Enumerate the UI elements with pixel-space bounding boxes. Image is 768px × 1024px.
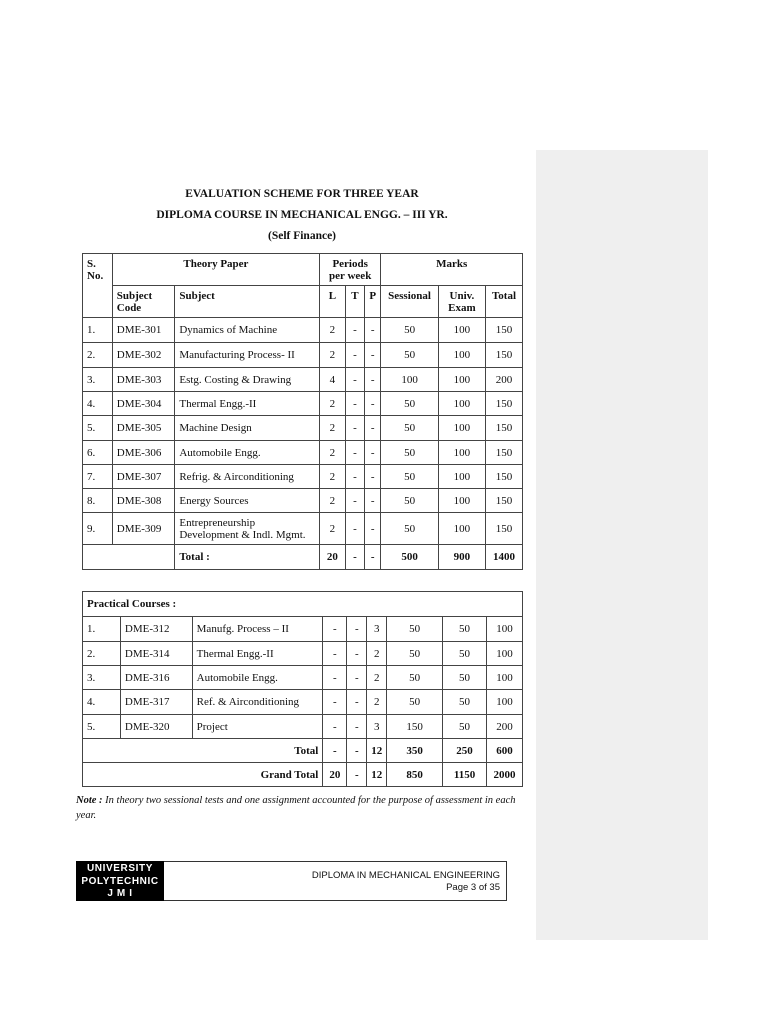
theory-cell-univ: 100 xyxy=(438,441,485,465)
theory-cell-total: 150 xyxy=(486,513,523,545)
theory-cell-l: 2 xyxy=(320,489,346,513)
theory-total-sessional: 500 xyxy=(381,545,438,570)
grand-total-l: 20 xyxy=(323,763,347,787)
theory-cell-l: 2 xyxy=(320,318,346,343)
practical-cell-l: - xyxy=(323,690,347,715)
practical-cell-univ: 50 xyxy=(443,617,487,642)
theory-cell-sessional: 50 xyxy=(381,441,438,465)
practical-total-univ: 250 xyxy=(443,739,487,763)
theory-cell-sessional: 50 xyxy=(381,318,438,343)
practical-total-total: 600 xyxy=(486,739,522,763)
theory-cell-p: - xyxy=(365,368,381,392)
theory-row xyxy=(83,416,523,441)
practical-total-sessional: 350 xyxy=(387,739,443,763)
theory-cell-univ: 100 xyxy=(438,343,485,368)
theory-cell-t: - xyxy=(345,489,364,513)
theory-total-p: - xyxy=(365,545,381,570)
practical-cell-sno: 4. xyxy=(83,690,121,715)
theory-cell-sessional: 50 xyxy=(381,465,438,489)
note xyxy=(76,793,536,823)
practical-cell-total: 100 xyxy=(486,690,522,715)
theory-cell-sessional: 50 xyxy=(381,513,438,545)
practical-total-row xyxy=(83,739,523,763)
theory-cell-code: DME-301 xyxy=(112,318,175,343)
practical-total-t: - xyxy=(347,739,367,763)
theory-cell-t: - xyxy=(345,392,364,416)
practical-cell-sessional: 50 xyxy=(387,617,443,642)
theory-cell-t: - xyxy=(345,318,364,343)
heading-line-3: (Self Finance) xyxy=(267,230,337,242)
practical-cell-code: DME-316 xyxy=(120,666,192,690)
header-univ-exam: Univ. Exam xyxy=(438,286,485,318)
theory-cell-p: - xyxy=(365,465,381,489)
practical-cell-t: - xyxy=(347,642,367,666)
theory-cell-t: - xyxy=(345,465,364,489)
theory-total-row xyxy=(83,545,523,570)
practical-total-label: Total xyxy=(83,739,323,763)
theory-cell-subject: Estg. Costing & Drawing xyxy=(175,368,320,392)
header-theory-paper: Theory Paper xyxy=(112,254,319,286)
theory-cell-code: DME-302 xyxy=(112,343,175,368)
practical-title-row xyxy=(83,592,523,617)
note-text: In theory two sessional tests and one assignment accounted for the purpose of assessment in each year. xyxy=(76,795,516,821)
practical-cell-p: 2 xyxy=(367,690,387,715)
theory-cell-p: - xyxy=(365,489,381,513)
theory-cell-code: DME-305 xyxy=(112,416,175,441)
theory-cell-sno: 8. xyxy=(83,489,113,513)
theory-cell-p: - xyxy=(365,416,381,441)
practical-cell-code: DME-314 xyxy=(120,642,192,666)
theory-cell-total: 150 xyxy=(486,465,523,489)
practical-title: Practical Courses : xyxy=(83,592,523,617)
practical-cell-l: - xyxy=(323,617,347,642)
theory-cell-univ: 100 xyxy=(438,318,485,343)
grand-total-label: Grand Total xyxy=(83,763,323,787)
note-label: Note : xyxy=(76,795,103,806)
theory-row xyxy=(83,513,523,545)
practical-cell-p: 3 xyxy=(367,715,387,739)
practical-cell-p: 2 xyxy=(367,642,387,666)
practical-row xyxy=(83,715,523,739)
theory-cell-p: - xyxy=(365,392,381,416)
header-total: Total xyxy=(486,286,523,318)
practical-cell-sno: 5. xyxy=(83,715,121,739)
practical-cell-univ: 50 xyxy=(443,666,487,690)
theory-cell-p: - xyxy=(365,513,381,545)
logo-line-3: J M I xyxy=(107,888,133,899)
theory-total-t: - xyxy=(345,545,364,570)
theory-cell-sno: 2. xyxy=(83,343,113,368)
header-sno: S. No. xyxy=(83,254,113,318)
practical-cell-total: 200 xyxy=(486,715,522,739)
theory-row xyxy=(83,441,523,465)
practical-total-l: - xyxy=(323,739,347,763)
practical-cell-t: - xyxy=(347,690,367,715)
practical-cell-sno: 2. xyxy=(83,642,121,666)
theory-cell-t: - xyxy=(345,416,364,441)
practical-cell-code: DME-312 xyxy=(120,617,192,642)
theory-cell-l: 2 xyxy=(320,392,346,416)
theory-cell-l: 2 xyxy=(320,416,346,441)
practical-cell-l: - xyxy=(323,666,347,690)
theory-cell-subject: Dynamics of Machine xyxy=(175,318,320,343)
theory-row xyxy=(83,368,523,392)
practical-cell-sno: 3. xyxy=(83,666,121,690)
grand-total-total: 2000 xyxy=(486,763,522,787)
theory-total-univ: 900 xyxy=(438,545,485,570)
theory-header-row-2 xyxy=(83,286,523,318)
theory-cell-total: 150 xyxy=(486,343,523,368)
page-number: Page 3 of 35 xyxy=(446,882,500,893)
theory-cell-t: - xyxy=(345,368,364,392)
practical-cell-sessional: 50 xyxy=(387,690,443,715)
theory-cell-total: 150 xyxy=(486,392,523,416)
theory-cell-p: - xyxy=(365,318,381,343)
university-logo xyxy=(76,861,164,901)
theory-cell-sno: 6. xyxy=(83,441,113,465)
theory-cell-subject: Energy Sources xyxy=(175,489,320,513)
theory-row xyxy=(83,318,523,343)
theory-cell-total: 150 xyxy=(486,318,523,343)
theory-cell-univ: 100 xyxy=(438,513,485,545)
theory-cell-total: 150 xyxy=(486,416,523,441)
header-subject-code: Subject Code xyxy=(112,286,175,318)
theory-cell-total: 150 xyxy=(486,441,523,465)
header-t: T xyxy=(345,286,364,318)
theory-total-l: 20 xyxy=(320,545,346,570)
theory-cell-sno: 4. xyxy=(83,392,113,416)
practical-cell-subject: Manufg. Process – II xyxy=(192,617,323,642)
practical-total-p: 12 xyxy=(367,739,387,763)
practical-cell-sessional: 50 xyxy=(387,642,443,666)
theory-cell-t: - xyxy=(345,513,364,545)
theory-cell-t: - xyxy=(345,343,364,368)
theory-cell-sessional: 100 xyxy=(381,368,438,392)
practical-cell-univ: 50 xyxy=(443,690,487,715)
theory-cell-total: 200 xyxy=(486,368,523,392)
practical-cell-code: DME-320 xyxy=(120,715,192,739)
practical-row xyxy=(83,617,523,642)
practical-cell-subject: Ref. & Airconditioning xyxy=(192,690,323,715)
theory-cell-sessional: 50 xyxy=(381,489,438,513)
grand-total-univ: 1150 xyxy=(443,763,487,787)
practical-cell-t: - xyxy=(347,715,367,739)
page-footer xyxy=(164,861,507,901)
header-sessional: Sessional xyxy=(381,286,438,318)
theory-cell-sno: 3. xyxy=(83,368,113,392)
theory-row xyxy=(83,392,523,416)
theory-header-row-1 xyxy=(83,254,523,286)
practical-cell-subject: Automobile Engg. xyxy=(192,666,323,690)
theory-row xyxy=(83,489,523,513)
grand-total-p: 12 xyxy=(367,763,387,787)
practical-table xyxy=(82,591,523,787)
practical-cell-code: DME-317 xyxy=(120,690,192,715)
theory-cell-sno: 7. xyxy=(83,465,113,489)
theory-cell-code: DME-303 xyxy=(112,368,175,392)
theory-cell-univ: 100 xyxy=(438,465,485,489)
practical-row xyxy=(83,642,523,666)
theory-cell-p: - xyxy=(365,343,381,368)
theory-cell-p: - xyxy=(365,441,381,465)
header-periods: Periods per week xyxy=(320,254,381,286)
theory-cell-univ: 100 xyxy=(438,416,485,441)
theory-cell-t: - xyxy=(345,441,364,465)
theory-row xyxy=(83,343,523,368)
theory-cell-subject: Manufacturing Process- II xyxy=(175,343,320,368)
header-l: L xyxy=(320,286,346,318)
practical-cell-l: - xyxy=(323,642,347,666)
theory-cell-sno: 1. xyxy=(83,318,113,343)
practical-cell-sno: 1. xyxy=(83,617,121,642)
practical-cell-t: - xyxy=(347,666,367,690)
theory-cell-sno: 9. xyxy=(83,513,113,545)
practical-cell-total: 100 xyxy=(486,642,522,666)
theory-cell-univ: 100 xyxy=(438,392,485,416)
practical-cell-p: 2 xyxy=(367,666,387,690)
theory-cell-l: 4 xyxy=(320,368,346,392)
document-headings xyxy=(82,184,522,247)
theory-cell-l: 2 xyxy=(320,465,346,489)
footer-title: DIPLOMA IN MECHANICAL ENGINEERING xyxy=(311,870,500,881)
theory-cell-code: DME-309 xyxy=(112,513,175,545)
theory-cell-subject: Automobile Engg. xyxy=(175,441,320,465)
grand-total-t: - xyxy=(347,763,367,787)
practical-row xyxy=(83,666,523,690)
theory-cell-subject: Thermal Engg.-II xyxy=(175,392,320,416)
practical-cell-subject: Project xyxy=(192,715,323,739)
theory-cell-total: 150 xyxy=(486,489,523,513)
practical-cell-subject: Thermal Engg.-II xyxy=(192,642,323,666)
practical-cell-univ: 50 xyxy=(443,715,487,739)
theory-cell-sno: 5. xyxy=(83,416,113,441)
header-p: P xyxy=(365,286,381,318)
theory-cell-l: 2 xyxy=(320,441,346,465)
theory-total-total: 1400 xyxy=(486,545,523,570)
practical-cell-sessional: 50 xyxy=(387,666,443,690)
theory-cell-l: 2 xyxy=(320,513,346,545)
comment-pane xyxy=(536,150,708,940)
theory-cell-code: DME-304 xyxy=(112,392,175,416)
theory-cell-code: DME-306 xyxy=(112,441,175,465)
theory-cell-subject: Machine Design xyxy=(175,416,320,441)
practical-cell-total: 100 xyxy=(486,617,522,642)
theory-cell-code: DME-308 xyxy=(112,489,175,513)
theory-cell-subject: Entrepreneurship Development & Indl. Mgmt. xyxy=(175,513,320,545)
practical-cell-total: 100 xyxy=(486,666,522,690)
heading-line-1: EVALUATION SCHEME FOR THREE YEAR xyxy=(185,188,419,200)
practical-cell-p: 3 xyxy=(367,617,387,642)
grand-total-sessional: 850 xyxy=(387,763,443,787)
practical-row xyxy=(83,690,523,715)
logo-line-2: POLYTECHNIC xyxy=(81,875,159,887)
heading-line-2: DIPLOMA COURSE IN MECHANICAL ENGG. – III YR. xyxy=(156,209,448,221)
theory-cell-univ: 100 xyxy=(438,489,485,513)
practical-cell-l: - xyxy=(323,715,347,739)
theory-cell-l: 2 xyxy=(320,343,346,368)
theory-row xyxy=(83,465,523,489)
header-marks: Marks xyxy=(381,254,523,286)
theory-cell-subject: Refrig. & Airconditioning xyxy=(175,465,320,489)
theory-cell-sessional: 50 xyxy=(381,343,438,368)
theory-table xyxy=(82,253,523,570)
theory-cell-univ: 100 xyxy=(438,368,485,392)
practical-cell-sessional: 150 xyxy=(387,715,443,739)
theory-total-label: Total : xyxy=(175,545,320,570)
practical-cell-t: - xyxy=(347,617,367,642)
grand-total-row xyxy=(83,763,523,787)
theory-cell-code: DME-307 xyxy=(112,465,175,489)
theory-cell-sessional: 50 xyxy=(381,392,438,416)
logo-line-1: UNIVERSITY xyxy=(86,863,153,874)
theory-cell-sessional: 50 xyxy=(381,416,438,441)
practical-cell-univ: 50 xyxy=(443,642,487,666)
header-subject: Subject xyxy=(175,286,320,318)
